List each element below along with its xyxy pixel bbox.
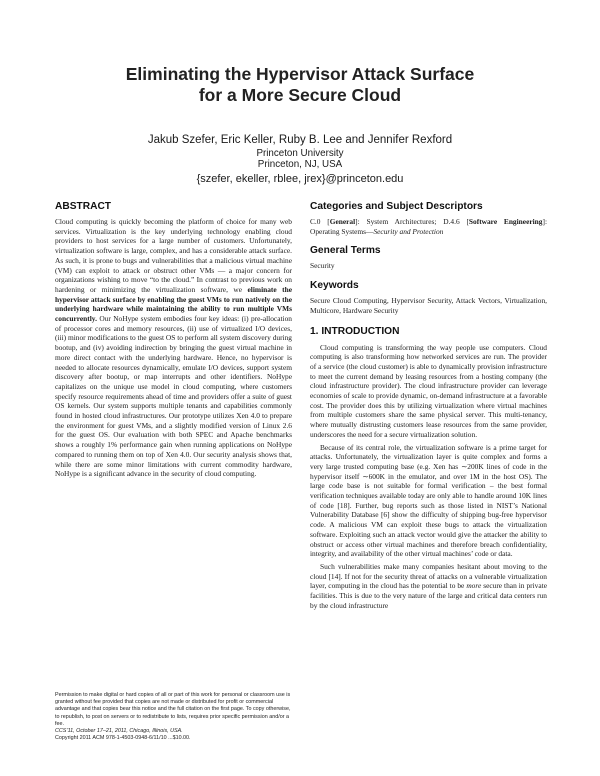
author-emails: {szefer, ekeller, rblee, jrex}@princeton.edu xyxy=(196,173,404,185)
title-line-1: Eliminating the Hypervisor Attack Surface xyxy=(125,64,475,84)
intro-paragraph-3-part-a: Such vulnerabilities make many companies hesitant about moving to the cloud [14]. If not for the security threat of attacks on a vulnerable virtualization layer, computing in the cloud has the potential to be xyxy=(310,561,547,591)
abstract-text xyxy=(55,217,292,479)
abstract-heading: ABSTRACT xyxy=(55,201,112,212)
category-text-2: ]: Operating Systems— xyxy=(310,217,548,236)
permission-notice: Permission to make digital or hard copies of all or part of this work for personal or classroom use is granted without fee provided that copies are not made or distributed for profit or commercial advantage and that copies bear this notice and the full citation on the first page. To copy otherwise, to republish, to post on servers or to redistribute to lists, requires prior specific permission and/or a fee. xyxy=(55,692,291,727)
paper-title xyxy=(40,64,560,106)
categories-heading: Categories and Subject Descriptors xyxy=(310,201,483,212)
abstract-text-part-a: Cloud computing is quickly becoming the platform of choice for many web services. Virtualization is the key underlying technology enabling cloud providers to host services for a large number of customers. Unfortunately, virtualization software is large, complex, and has a considerable attack surface. As such, it is prone to bugs and vulnerabilities that a malicious virtual machine (VM) can exploit to attack or obstruct other VMs — a major concern for organizations wishing to move “to the cloud.” In contrast to previous work on hardening or minimizing the virtualization software, we xyxy=(55,217,292,294)
affiliation-location: Princeton, NJ, USA xyxy=(257,159,343,170)
keywords-heading: Keywords xyxy=(310,280,359,292)
general-terms-heading: General Terms xyxy=(310,245,381,257)
general-terms-text: Security xyxy=(310,261,335,271)
categories-text xyxy=(310,217,547,236)
intro-paragraph-2: Because of its central role, the virtualization software is a prime target for attacks. Unfortunately, the virtualization layer is quite complex and forms a very large trusted computing base (e.g. Xen has ∼200K lines of code in the hypervisor itself ∼600K in the emulator, and over 1M in the host OS). The large code base is not suitable for formal verification – the best formal verification techniques available today are only able to handle around 10K lines of code [18]. Further, bug reports such as those listed in NIST’s National Vulnerability Database [6] show the difficulty of shipping bug-free hypervisor code. A malicious VM can exploit these bugs to attack the virtualization software. Exploiting such an attack vector would give the attacker the ability to obstruct or access other virtual machines and therefore breach confidentiality, integrity, and availability of the other virtual machines’ code or data. xyxy=(310,442,547,559)
author-list: Jakub Szefer, Eric Keller, Ruby B. Lee and Jennifer Rexford xyxy=(147,134,453,146)
category-security-protection: Security and Protection xyxy=(373,226,444,236)
intro-emphasis-more: more xyxy=(466,581,482,591)
intro-paragraph-1: Cloud computing is transforming the way people use computers. Cloud computing is also transforming how networked services are run. The provider of a service (the cloud customer) is able to dynamically provision infrastructure to meet the current demand by leasing resources from a hosting company (the cloud infrastructure provider). The cloud infrastructure provider can leverage economies of scale to provide dynamic, on-demand infrastructure at a favorable cost. The provider does this by utilizing virtualization where virtual machines from multiple customers share the same physical server. This multi-tenancy, where mutually distrusting customers lease resources from the same provider, underscores the need for a secure virtualization solution. xyxy=(310,342,547,439)
category-code: C.0 [ xyxy=(310,217,330,226)
category-general: General xyxy=(329,217,356,226)
keywords-text: Secure Cloud Computing, Hypervisor Security, Attack Vectors, Virtualization, Multicore, Hardware Security xyxy=(310,296,547,315)
affiliation-university: Princeton University xyxy=(256,148,344,159)
title-line-2: for a More Secure Cloud xyxy=(198,85,402,105)
category-software-engineering: Software Engineering xyxy=(468,217,543,226)
right-column xyxy=(310,201,547,611)
copyright-footnote xyxy=(55,692,292,742)
left-column xyxy=(55,201,292,479)
intro-paragraph-3-part-b: secure than in private facilities. This is due to the very nature of the large and critical data centers run by the cloud infrastructure xyxy=(310,581,547,610)
intro-paragraph-3 xyxy=(310,562,547,611)
abstract-text-part-b: Our NoHype system embodies four key ideas: (i) pre-allocation of processor cores and memory resources, (ii) use of virtualized I/O devices, (iii) minor modifications to the guest OS to perform all system discovery during bootup, and (iv) avoiding indirection by bringing the guest virtual machine in more direct contact with the underlying hardware. Hence, no hypervisor is needed to allocate resources dynamically, emulate I/O devices, support system discovery after bootup, or map interrupts and other identifiers. NoHype capitalizes on the unique use model in cloud computing, where customers specify resource requirements ahead of time and providers offer a suite of guest OS kernels. Our system supports multiple tenants and capabilities commonly found in hosted cloud infrastructures. Our prototype utilizes Xen 4.0 to prepare the environment for guest VMs, and a slightly modified version of Linux 2.6 for the guest OS. Our evaluation with both SPEC and Apache benchmarks shows a roughly 1% performance gain when running applications on NoHype compared to running them on top of Xen 4.0. Our security analysis shows that, while there are some minor limitations with current commodity hardware, NoHype is a significant advance in the security of cloud computing. xyxy=(55,314,292,479)
conference-info: CCS’11, October 17–21, 2011, Chicago, Illinois, USA. xyxy=(55,728,183,735)
copyright-line: Copyright 2011 ACM 978-1-4503-0948-6/11/10 ...$10.00. xyxy=(55,735,191,742)
category-text-1: ]: System Architectures; D.4.6 [ xyxy=(355,217,469,226)
abstract-contribution: eliminate the hypervisor attack surface by enabling the guest VMs to run natively on the underlying hardware while maintaining the ability to run multiple VMs concurrently. xyxy=(55,284,293,324)
introduction-heading: 1. INTRODUCTION xyxy=(310,325,400,337)
